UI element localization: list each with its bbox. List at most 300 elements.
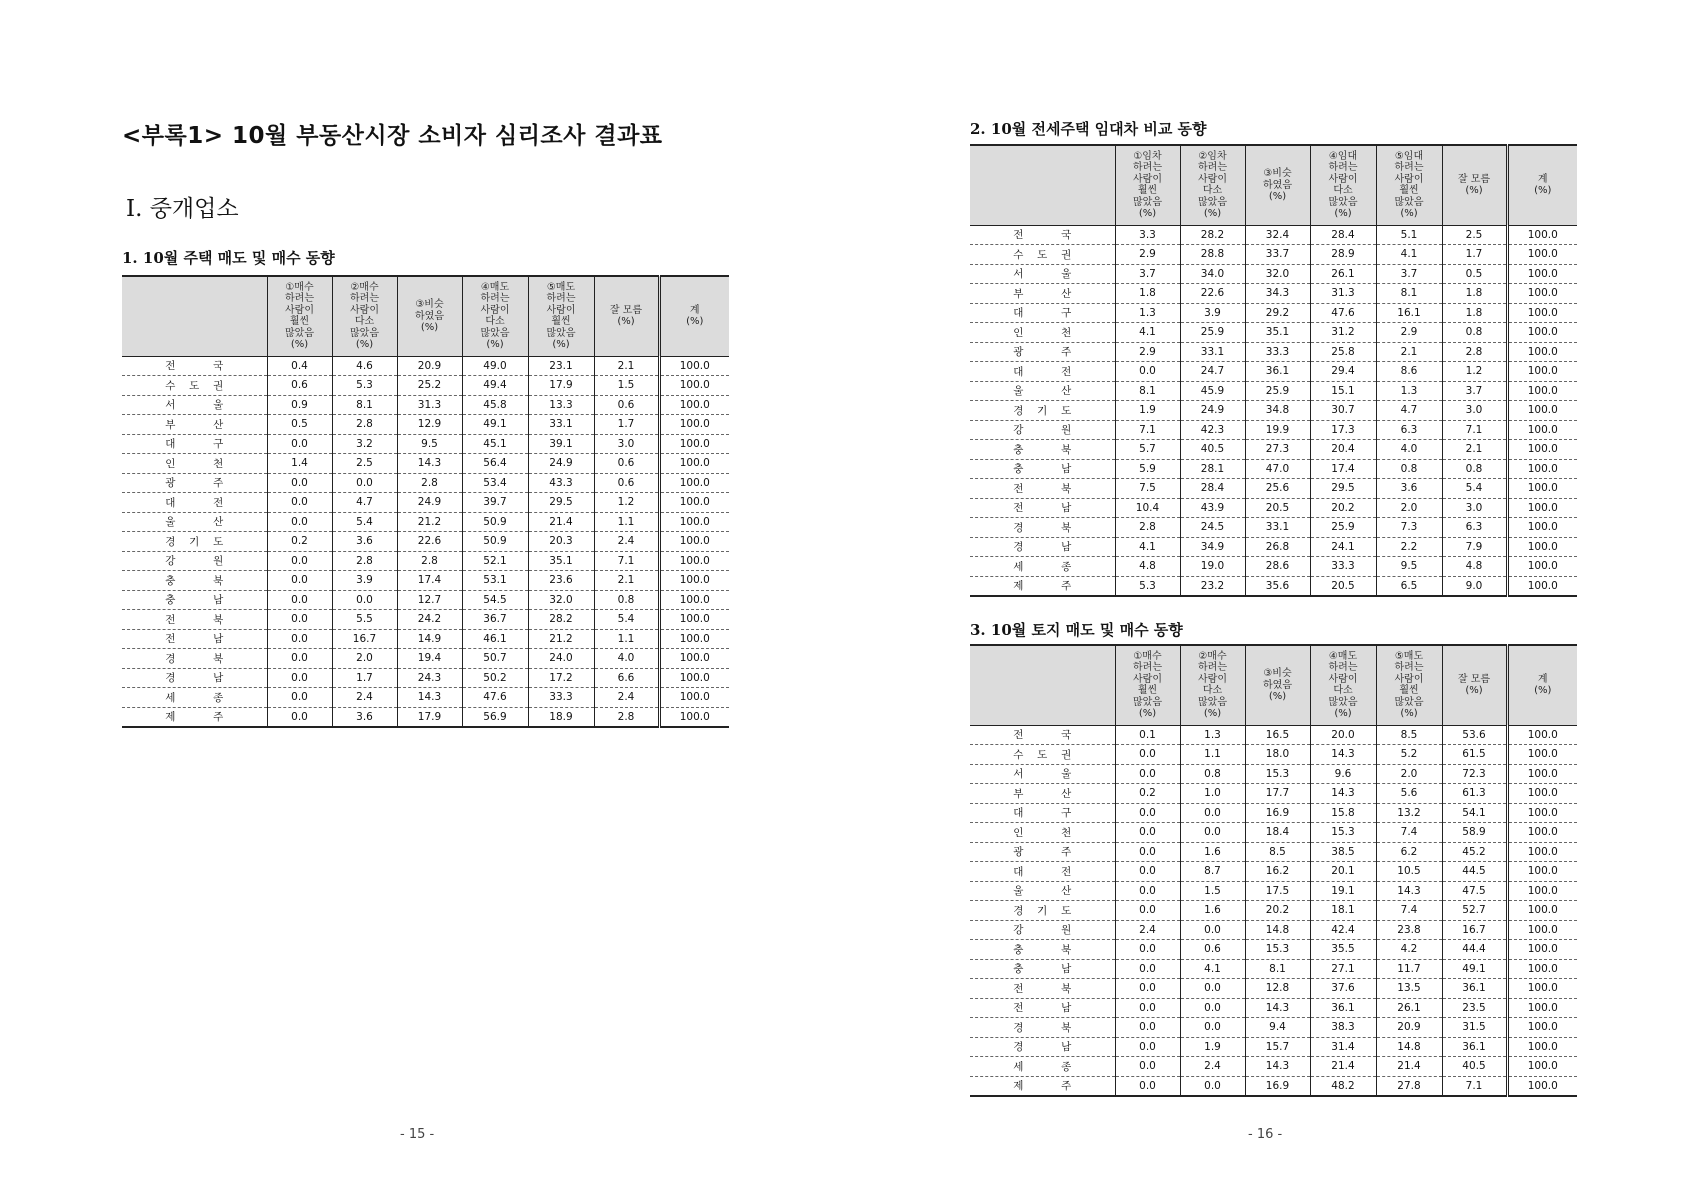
value-cell: 2.8 <box>1442 342 1507 362</box>
value-cell: 1.9 <box>1180 1037 1245 1057</box>
value-cell: 0.0 <box>267 571 332 591</box>
value-cell: 16.2 <box>1245 862 1310 882</box>
region-label: 충 북 <box>1013 443 1072 456</box>
value-cell: 16.7 <box>332 629 397 649</box>
value-cell: 9.4 <box>1245 1018 1310 1038</box>
value-cell: 28.9 <box>1310 245 1376 265</box>
table-row <box>970 1076 1577 1096</box>
value-cell: 5.2 <box>1376 745 1442 765</box>
value-cell: 21.4 <box>1376 1057 1442 1077</box>
value-cell: 61.3 <box>1442 784 1507 804</box>
value-cell: 39.1 <box>528 434 594 454</box>
value-cell: 2.8 <box>397 473 462 493</box>
value-cell: 0.6 <box>1180 940 1245 960</box>
value-cell: 45.1 <box>462 434 528 454</box>
region-label: 세 종 <box>1013 560 1072 573</box>
region-label: 경 남 <box>1013 541 1072 554</box>
value-cell: 54.5 <box>462 590 528 610</box>
value-cell: 40.5 <box>1442 1057 1507 1077</box>
region-label: 충 남 <box>165 594 224 607</box>
value-cell: 15.3 <box>1245 764 1310 784</box>
column-header: 잘 모름 (%) <box>1442 645 1507 725</box>
value-cell: 2.9 <box>1115 245 1180 265</box>
table-row <box>122 356 729 376</box>
header-region-cell <box>970 145 1115 225</box>
value-cell: 44.4 <box>1442 940 1507 960</box>
page-number-left: - 15 - <box>400 1127 435 1142</box>
value-cell: 24.0 <box>528 649 594 669</box>
value-cell: 0.0 <box>1115 362 1180 382</box>
table-row <box>970 998 1577 1018</box>
value-cell: 3.0 <box>1442 498 1507 518</box>
value-cell: 21.2 <box>397 512 462 532</box>
value-cell: 16.9 <box>1245 1076 1310 1096</box>
value-cell: 0.0 <box>1115 862 1180 882</box>
value-cell: 0.8 <box>594 590 659 610</box>
value-cell: 8.6 <box>1376 362 1442 382</box>
value-cell: 1.0 <box>1180 784 1245 804</box>
value-cell: 40.5 <box>1180 440 1245 460</box>
value-cell: 3.0 <box>594 434 659 454</box>
column-header: ④매도 하려는 사람이 다소 많았음 (%) <box>462 276 528 356</box>
value-cell: 3.9 <box>1180 303 1245 323</box>
value-cell: 0.8 <box>1442 323 1507 343</box>
value-cell: 1.7 <box>332 668 397 688</box>
table-row <box>122 688 729 708</box>
value-cell: 32.0 <box>1245 264 1310 284</box>
value-cell: 100.0 <box>1507 498 1577 518</box>
value-cell: 20.0 <box>1310 725 1376 745</box>
value-cell: 33.7 <box>1245 245 1310 265</box>
region-label: 인 천 <box>1013 826 1072 839</box>
value-cell: 35.5 <box>1310 940 1376 960</box>
region-label: 경 남 <box>1013 1041 1072 1054</box>
value-cell: 34.3 <box>1245 284 1310 304</box>
value-cell: 11.7 <box>1376 959 1442 979</box>
value-cell: 23.1 <box>528 356 594 376</box>
value-cell: 1.2 <box>594 493 659 513</box>
value-cell: 13.5 <box>1376 979 1442 999</box>
value-cell: 100.0 <box>659 512 729 532</box>
value-cell: 24.1 <box>1310 537 1376 557</box>
value-cell: 100.0 <box>1507 881 1577 901</box>
value-cell: 0.0 <box>267 493 332 513</box>
table-row <box>122 532 729 552</box>
value-cell: 17.5 <box>1245 881 1310 901</box>
region-label: 인 천 <box>1013 326 1072 339</box>
value-cell: 1.2 <box>1442 362 1507 382</box>
value-cell: 100.0 <box>1507 245 1577 265</box>
value-cell: 16.5 <box>1245 725 1310 745</box>
region-label: 충 북 <box>165 574 224 587</box>
value-cell: 49.1 <box>462 415 528 435</box>
value-cell: 100.0 <box>659 649 729 669</box>
value-cell: 20.4 <box>1310 440 1376 460</box>
value-cell: 100.0 <box>659 434 729 454</box>
table-row <box>122 668 729 688</box>
value-cell: 1.8 <box>1442 284 1507 304</box>
value-cell: 20.5 <box>1245 498 1310 518</box>
region-label: 서 울 <box>1013 768 1072 781</box>
value-cell: 6.6 <box>594 668 659 688</box>
value-cell: 3.9 <box>332 571 397 591</box>
value-cell: 0.5 <box>1442 264 1507 284</box>
value-cell: 0.2 <box>1115 784 1180 804</box>
value-cell: 0.0 <box>267 610 332 630</box>
value-cell: 36.1 <box>1245 362 1310 382</box>
value-cell: 49.4 <box>462 376 528 396</box>
value-cell: 19.0 <box>1180 557 1245 577</box>
value-cell: 5.6 <box>1376 784 1442 804</box>
region-label: 수 도 권 <box>1013 748 1072 761</box>
value-cell: 28.6 <box>1245 557 1310 577</box>
value-cell: 28.4 <box>1310 225 1376 245</box>
value-cell: 24.9 <box>528 454 594 474</box>
value-cell: 7.5 <box>1115 479 1180 499</box>
value-cell: 1.3 <box>1115 303 1180 323</box>
column-header: 계 (%) <box>1507 145 1577 225</box>
value-cell: 26.8 <box>1245 537 1310 557</box>
value-cell: 0.0 <box>267 668 332 688</box>
value-cell: 14.3 <box>1245 998 1310 1018</box>
value-cell: 24.2 <box>397 610 462 630</box>
value-cell: 100.0 <box>1507 979 1577 999</box>
header-region-cell <box>970 645 1115 725</box>
value-cell: 4.8 <box>1442 557 1507 577</box>
value-cell: 6.2 <box>1376 842 1442 862</box>
table-row <box>970 725 1577 745</box>
value-cell: 9.6 <box>1310 764 1376 784</box>
value-cell: 33.3 <box>1245 342 1310 362</box>
value-cell: 5.5 <box>332 610 397 630</box>
value-cell: 2.2 <box>1376 537 1442 557</box>
region-label: 울 산 <box>165 516 224 529</box>
value-cell: 4.1 <box>1376 245 1442 265</box>
value-cell: 100.0 <box>1507 823 1577 843</box>
value-cell: 10.4 <box>1115 498 1180 518</box>
region-label: 전 국 <box>1013 729 1072 742</box>
value-cell: 100.0 <box>1507 440 1577 460</box>
value-cell: 23.6 <box>528 571 594 591</box>
value-cell: 17.2 <box>528 668 594 688</box>
column-header: ⑤매도 하려는 사람이 훨씬 많았음 (%) <box>528 276 594 356</box>
table-row <box>970 940 1577 960</box>
value-cell: 5.9 <box>1115 459 1180 479</box>
value-cell: 1.3 <box>1376 381 1442 401</box>
value-cell: 0.0 <box>267 707 332 727</box>
value-cell: 50.7 <box>462 649 528 669</box>
value-cell: 29.2 <box>1245 303 1310 323</box>
table-row <box>122 590 729 610</box>
table-row <box>970 245 1577 265</box>
value-cell: 21.4 <box>528 512 594 532</box>
value-cell: 4.6 <box>332 356 397 376</box>
region-label: 광 주 <box>1013 346 1072 359</box>
value-cell: 100.0 <box>659 551 729 571</box>
table-row <box>122 473 729 493</box>
column-header: ③비슷 하였음 (%) <box>397 276 462 356</box>
value-cell: 17.7 <box>1245 784 1310 804</box>
value-cell: 1.8 <box>1442 303 1507 323</box>
value-cell: 100.0 <box>1507 725 1577 745</box>
value-cell: 18.1 <box>1310 901 1376 921</box>
value-cell: 1.5 <box>1180 881 1245 901</box>
value-cell: 13.3 <box>528 395 594 415</box>
value-cell: 0.0 <box>1115 803 1180 823</box>
column-header: 잘 모름 (%) <box>594 276 659 356</box>
table-row <box>970 764 1577 784</box>
value-cell: 0.0 <box>1115 901 1180 921</box>
region-label: 대 전 <box>165 496 224 509</box>
value-cell: 1.1 <box>594 512 659 532</box>
table-row <box>122 512 729 532</box>
region-label: 대 구 <box>1013 807 1072 820</box>
region-label: 충 남 <box>1013 963 1072 976</box>
value-cell: 0.6 <box>594 454 659 474</box>
value-cell: 14.3 <box>1376 881 1442 901</box>
value-cell: 47.6 <box>462 688 528 708</box>
value-cell: 100.0 <box>1507 1076 1577 1096</box>
value-cell: 100.0 <box>1507 1018 1577 1038</box>
value-cell: 100.0 <box>1507 518 1577 538</box>
value-cell: 100.0 <box>1507 576 1577 596</box>
value-cell: 3.7 <box>1376 264 1442 284</box>
value-cell: 13.2 <box>1376 803 1442 823</box>
value-cell: 2.0 <box>1376 498 1442 518</box>
value-cell: 0.0 <box>1115 959 1180 979</box>
region-label: 대 전 <box>1013 365 1072 378</box>
value-cell: 100.0 <box>659 473 729 493</box>
value-cell: 1.1 <box>1180 745 1245 765</box>
table-row <box>970 362 1577 382</box>
value-cell: 52.7 <box>1442 901 1507 921</box>
value-cell: 25.8 <box>1310 342 1376 362</box>
region-label: 수 도 권 <box>1013 248 1072 261</box>
value-cell: 35.1 <box>1245 323 1310 343</box>
value-cell: 3.6 <box>332 532 397 552</box>
value-cell: 24.9 <box>1180 401 1245 421</box>
value-cell: 39.7 <box>462 493 528 513</box>
value-cell: 2.0 <box>1376 764 1442 784</box>
value-cell: 3.3 <box>1115 225 1180 245</box>
table-row <box>970 323 1577 343</box>
value-cell: 3.0 <box>1442 401 1507 421</box>
value-cell: 4.1 <box>1115 537 1180 557</box>
table-row <box>122 415 729 435</box>
value-cell: 100.0 <box>659 376 729 396</box>
value-cell: 25.2 <box>397 376 462 396</box>
value-cell: 26.1 <box>1310 264 1376 284</box>
table-row <box>970 745 1577 765</box>
value-cell: 25.9 <box>1245 381 1310 401</box>
column-header: ③비슷 하였음 (%) <box>1245 645 1310 725</box>
table-row <box>122 629 729 649</box>
value-cell: 4.7 <box>332 493 397 513</box>
value-cell: 100.0 <box>1507 362 1577 382</box>
column-header: ①매수 하려는 사람이 훨씬 많았음 (%) <box>1115 645 1180 725</box>
value-cell: 0.0 <box>1115 1018 1180 1038</box>
table-row <box>970 901 1577 921</box>
value-cell: 46.1 <box>462 629 528 649</box>
region-label: 대 전 <box>1013 865 1072 878</box>
value-cell: 2.8 <box>397 551 462 571</box>
value-cell: 2.4 <box>1180 1057 1245 1077</box>
value-cell: 31.4 <box>1310 1037 1376 1057</box>
value-cell: 14.8 <box>1245 920 1310 940</box>
value-cell: 23.2 <box>1180 576 1245 596</box>
value-cell: 28.1 <box>1180 459 1245 479</box>
value-cell: 25.6 <box>1245 479 1310 499</box>
table-row <box>122 649 729 669</box>
value-cell: 100.0 <box>1507 537 1577 557</box>
value-cell: 100.0 <box>1507 323 1577 343</box>
value-cell: 0.8 <box>1180 764 1245 784</box>
table-row <box>970 401 1577 421</box>
value-cell: 0.0 <box>267 649 332 669</box>
value-cell: 33.3 <box>1310 557 1376 577</box>
value-cell: 5.3 <box>1115 576 1180 596</box>
value-cell: 12.8 <box>1245 979 1310 999</box>
table-row <box>970 979 1577 999</box>
table-row <box>122 493 729 513</box>
value-cell: 9.5 <box>397 434 462 454</box>
value-cell: 22.6 <box>1180 284 1245 304</box>
column-header: ⑤매도 하려는 사람이 훨씬 많았음 (%) <box>1376 645 1442 725</box>
value-cell: 0.0 <box>267 590 332 610</box>
value-cell: 0.0 <box>1180 823 1245 843</box>
value-cell: 56.9 <box>462 707 528 727</box>
value-cell: 15.1 <box>1310 381 1376 401</box>
table-row <box>970 518 1577 538</box>
value-cell: 100.0 <box>659 707 729 727</box>
value-cell: 0.0 <box>1180 998 1245 1018</box>
region-label: 대 구 <box>1013 307 1072 320</box>
value-cell: 100.0 <box>1507 998 1577 1018</box>
value-cell: 29.4 <box>1310 362 1376 382</box>
value-cell: 9.5 <box>1376 557 1442 577</box>
value-cell: 50.2 <box>462 668 528 688</box>
value-cell: 12.9 <box>397 415 462 435</box>
table-row <box>970 498 1577 518</box>
table-row <box>970 381 1577 401</box>
value-cell: 53.4 <box>462 473 528 493</box>
value-cell: 5.4 <box>332 512 397 532</box>
value-cell: 3.2 <box>332 434 397 454</box>
value-cell: 10.5 <box>1376 862 1442 882</box>
value-cell: 33.1 <box>528 415 594 435</box>
value-cell: 5.7 <box>1115 440 1180 460</box>
value-cell: 100.0 <box>1507 745 1577 765</box>
value-cell: 0.0 <box>1115 1037 1180 1057</box>
region-label: 강 원 <box>1013 424 1072 437</box>
value-cell: 29.5 <box>528 493 594 513</box>
region-label: 제 주 <box>1013 1080 1072 1092</box>
value-cell: 23.8 <box>1376 920 1442 940</box>
table-3-title: 3. 10월 토지 매도 및 매수 동향 <box>970 621 1183 639</box>
value-cell: 100.0 <box>1507 264 1577 284</box>
region-label: 광 주 <box>1013 846 1072 859</box>
value-cell: 0.0 <box>1115 745 1180 765</box>
value-cell: 1.9 <box>1115 401 1180 421</box>
value-cell: 0.0 <box>267 629 332 649</box>
table-2-title: 2. 10월 전세주택 임대차 비교 동향 <box>970 120 1207 138</box>
value-cell: 100.0 <box>1507 842 1577 862</box>
value-cell: 0.0 <box>1115 1057 1180 1077</box>
value-cell: 0.0 <box>1180 1018 1245 1038</box>
value-cell: 0.0 <box>1115 979 1180 999</box>
value-cell: 20.9 <box>397 356 462 376</box>
value-cell: 7.9 <box>1442 537 1507 557</box>
table-row <box>122 376 729 396</box>
value-cell: 0.0 <box>1115 881 1180 901</box>
value-cell: 15.3 <box>1245 940 1310 960</box>
region-label: 울 산 <box>1013 885 1072 898</box>
value-cell: 2.9 <box>1376 323 1442 343</box>
value-cell: 15.7 <box>1245 1037 1310 1057</box>
value-cell: 4.0 <box>594 649 659 669</box>
region-label: 전 국 <box>1013 229 1072 242</box>
value-cell: 30.7 <box>1310 401 1376 421</box>
region-label: 경 기 도 <box>1013 404 1072 417</box>
table-row <box>970 576 1577 596</box>
column-header: ①매수 하려는 사람이 훨씬 많았음 (%) <box>267 276 332 356</box>
value-cell: 56.4 <box>462 454 528 474</box>
column-header: ⑤임대 하려는 사람이 훨씬 많았음 (%) <box>1376 145 1442 225</box>
value-cell: 100.0 <box>659 590 729 610</box>
value-cell: 1.4 <box>267 454 332 474</box>
value-cell: 0.0 <box>267 434 332 454</box>
region-label: 경 북 <box>1013 521 1072 534</box>
value-cell: 48.2 <box>1310 1076 1376 1096</box>
value-cell: 100.0 <box>659 454 729 474</box>
value-cell: 100.0 <box>659 415 729 435</box>
table-row <box>970 862 1577 882</box>
table-row <box>122 707 729 727</box>
value-cell: 19.4 <box>397 649 462 669</box>
table-row <box>970 264 1577 284</box>
value-cell: 36.1 <box>1442 979 1507 999</box>
value-cell: 2.4 <box>1115 920 1180 940</box>
value-cell: 16.9 <box>1245 803 1310 823</box>
region-label: 제 주 <box>165 711 224 723</box>
value-cell: 2.8 <box>1115 518 1180 538</box>
table-row <box>122 571 729 591</box>
value-cell: 0.0 <box>1180 803 1245 823</box>
value-cell: 100.0 <box>1507 959 1577 979</box>
value-cell: 4.1 <box>1180 959 1245 979</box>
table-row <box>970 881 1577 901</box>
value-cell: 5.3 <box>332 376 397 396</box>
value-cell: 14.3 <box>1310 784 1376 804</box>
value-cell: 34.9 <box>1180 537 1245 557</box>
value-cell: 0.0 <box>1180 920 1245 940</box>
value-cell: 47.5 <box>1442 881 1507 901</box>
region-label: 수 도 권 <box>165 379 224 392</box>
value-cell: 28.2 <box>1180 225 1245 245</box>
table-row <box>122 434 729 454</box>
value-cell: 8.1 <box>1115 381 1180 401</box>
value-cell: 9.0 <box>1442 576 1507 596</box>
value-cell: 12.7 <box>397 590 462 610</box>
value-cell: 4.2 <box>1376 940 1442 960</box>
column-header: ④매도 하려는 사람이 다소 많았음 (%) <box>1310 645 1376 725</box>
value-cell: 17.4 <box>397 571 462 591</box>
table-row <box>970 1018 1577 1038</box>
region-label: 충 북 <box>1013 943 1072 956</box>
value-cell: 100.0 <box>1507 784 1577 804</box>
value-cell: 100.0 <box>1507 862 1577 882</box>
value-cell: 49.1 <box>1442 959 1507 979</box>
